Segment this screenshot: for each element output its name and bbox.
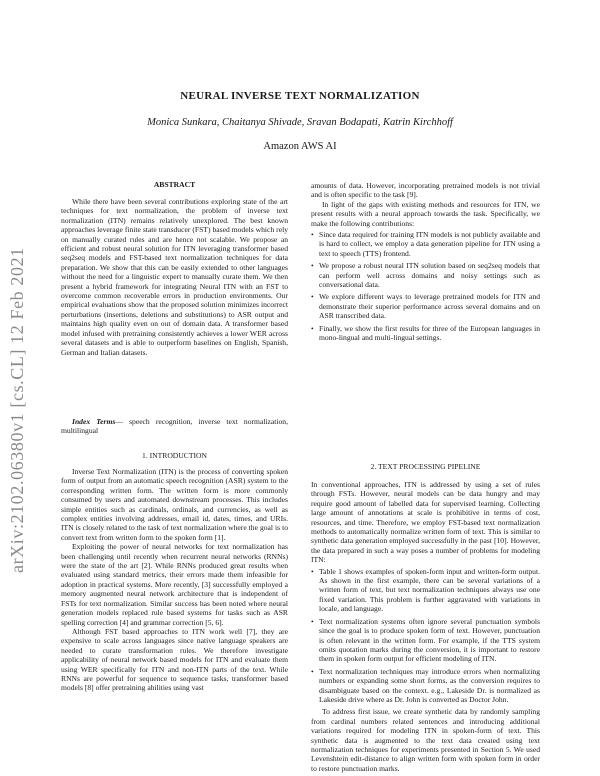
introduction-heading: 1. INTRODUCTION [142,451,207,460]
index-terms [61,417,288,436]
abstract-text: While there have been several contributions exploring state of the art techniques for text normalization, the problem of inverse text normalization (ITN) remains relatively unexplored. The best known approaches leverage finite state transducer (FST) based models which rely on manually curated rules and are hence not scalable. We propose an efficient and robust neural solution for ITN leveraging transformer based seq2seq models and FST-based text normalization techniques for data preparation. We show that this can be easily extended to other languages without the need for a linguistic expert to manually curate them. We then present a hybrid framework for integrating Neural ITN with an FST to overcome common recoverable errors in production environments. Our empirical evaluations show that the proposed solution minimizes incorrect perturbations (insertions, deletions and substitutions) to ASR output and maintains high quality even on out of domain data. A transformer based model infused with pretraining consistently achieves a lower WER across several datasets and is able to outperform baselines on English, Spanish, German and Italian datasets. [61,197,288,357]
section2-heading: 2. TEXT PROCESSING PIPELINE [370,462,481,471]
list-item: • Text normalization techniques may introduce errors when normalizing numbers or expanding some short forms, as the conversion requires to disambiguate based on the context. e.g., Lakeside Dr. is normalized as Lakeside drive where as Dr. John is converted as Doctor John. [311,667,540,705]
list-item: • Text normalization systems often ignore several punctuation symbols since the goal is to produce spoken form of text. However, punctuation is often relevant in the written form. For example, if the TTS system omits quotation marks during the conversion, it is important to restore them in spoken form output for efficient modeling of ITN. [311,617,540,664]
list-item: • Finally, we show the first results for three of the European languages in mono-lingual and multi-lingual settings. [311,324,540,343]
paper-affiliation: Amazon AWS AI [263,141,337,152]
intro-paragraph: Although FST based approaches to ITN work well [7], they are expensive to scale across languages since native language speakers are needed to curate transformation rules. We therefore investigate applicability of neural network based models for ITN and evaluate them using WER specifically for ITN and non-ITN parts of the text. While RNNs are powerful for sequence to sequence tasks, transformer based models [8] offer pretraining abilities using vast [61,626,288,693]
paper-title: NEURAL INVERSE TEXT NORMALIZATION [180,90,420,102]
section2-intro: In conventional approaches, ITN is addressed by using a set of rules through FSTs. However, neural models can be data hungry and may require good amount of labelled data for supervised learning. Collecting large amount of annotations at scale is prohibitive in terms of cost, resources, and time. Therefore, we employ FST-based text normalization methods to automatically normalize written form of text. This is similar to synthetic data generation employed successfully in the past [10]. However, the data prepared in such a way poses a number of problems for modeling ITN: [311,480,540,565]
contributions-intro: In light of the gaps with existing methods and resources for ITN, we present results with a neural approach towards the task. Specifically, we make the following contributions: [311,199,540,228]
contributions-list [311,230,540,342]
problems-list [311,567,540,705]
intro-continuation: amounts of data. However, incorporating pretrained models is not trivial and is often specific to the task [9]. [311,181,540,200]
abstract-heading: ABSTRACT [153,180,196,189]
intro-paragraph: Inverse Text Normalization (ITN) is the process of converting spoken form of output from an automatic speech recognition (ASR) system to the corresponding written form. The written form is more commonly consumed by users and automated downstream processes. This includes simple entities such as cardinals, ordinals, and currencies, as well as complex entities involving addresses, email id, dates, times, and URIs. ITN is closely related to the task of text normalization where the goal is to convert text from written form to the spoken form [1]. [61,467,288,542]
list-item: • We propose a robust neural ITN solution based on seq2seq models that can perform well across domains and noisy settings such as conversational data. [311,261,540,289]
intro-paragraph: Exploiting the power of neural networks for text normalization has been challenging until recently when recurrent neural networks (RNNs) were the state of the art [2]. While RNNs produced great results when evaluated using standard metrics, their errors made them infeasible for adoption in practical systems. More recently, [3] successfully employed a memory augmented neural network architecture that is independent of FSTs for text normalization. Similar success has been noted where neural generation models replaced rule based systems for tasks such as ASR spelling correction [4] and grammar correction [5, 6]. [61,542,288,627]
introduction-body [61,467,288,693]
index-terms-label: Index Terms [72,417,116,426]
list-item: • We explore different ways to leverage pretrained models for ITN and demonstrate their superior performance across several domains and on ASR transcribed data. [311,292,540,320]
section2-body [311,480,540,773]
index-terms-text: — speech recognition, inverse text normalization, multilingual [61,417,288,436]
paper-authors: Monica Sunkara, Chaitanya Shivade, Sravan Bodapati, Katrin Kirchhoff [147,117,453,128]
abstract-body [61,197,288,357]
arxiv-identifier [2,175,32,575]
right-column-top [311,181,540,346]
section2-closing: To address first issue, we create synthetic data by randomly sampling from cardinal numbers related sentences and introducing additional variations required for modeling ITN in spoken-form of text. This synthetic data is augmented to the text data created using text normalization techniques for experiments presented in Section 5. We used Levenshtein edit-distance to align written form with spoken form in order to restore punctuation marks. [311,707,540,773]
list-item: • Table 1 shows examples of spoken-form input and written-form output. As shown in the first example, there can be several variations of a written form of text, but text normalization techniques always use one fixed variation. This problem is further aggravated with variations in locale, and language. [311,567,540,614]
arxiv-stamp-text: arXiv:2102.06380v1 [cs.CL] 12 Feb 2021 [7,247,27,573]
list-item: • Since data required for training ITN models is not publicly available and is hard to collect, we employ a data generation pipeline for ITN using a text to speech (TTS) frontend. [311,230,540,258]
